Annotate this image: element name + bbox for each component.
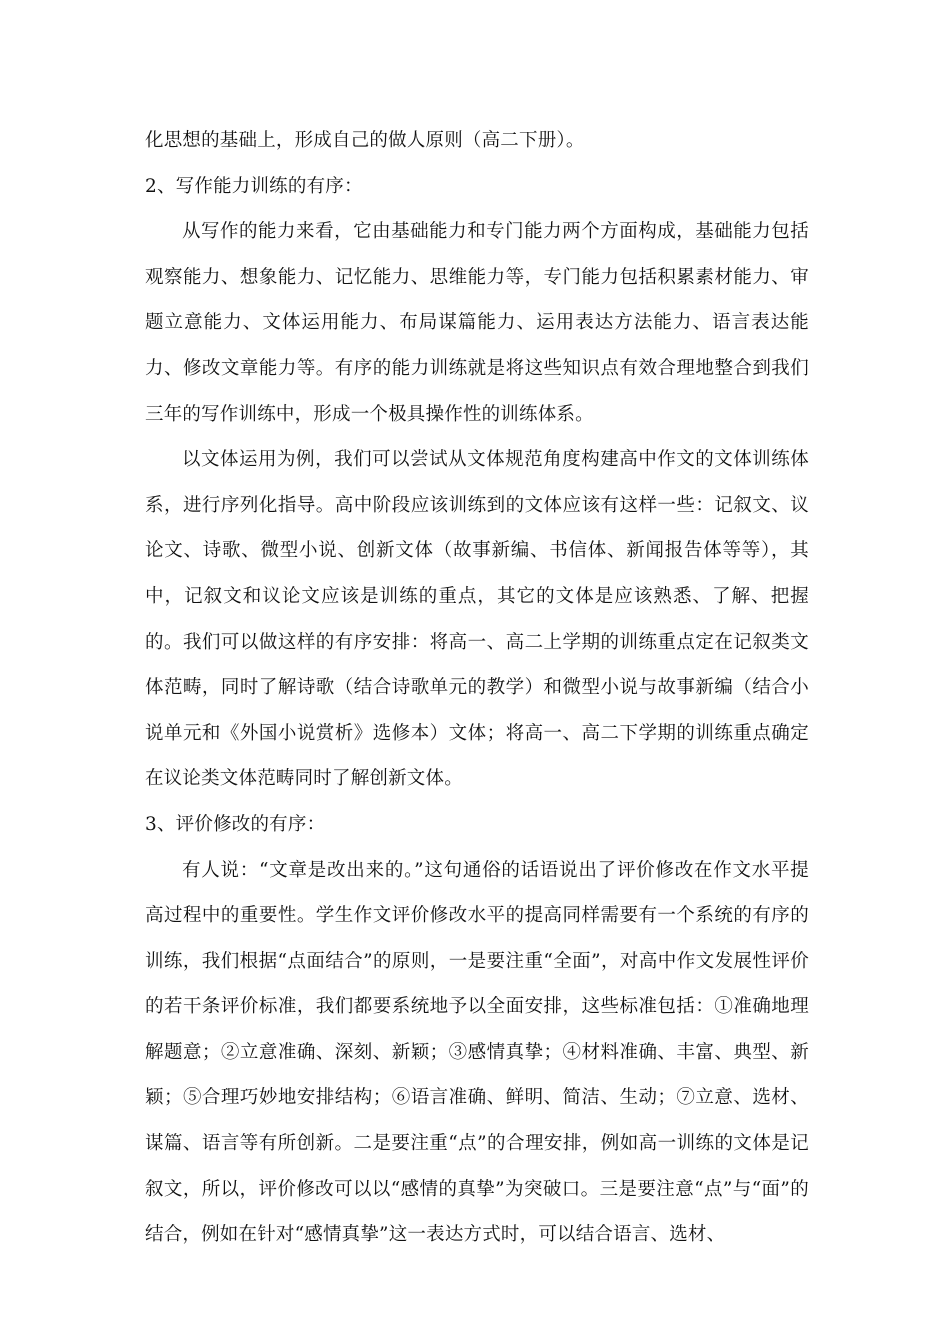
paragraph-writing-ability: 从写作的能力来看，它由基础能力和专门能力两个方面构成，基础能力包括观察能力、想象能力、记忆能力、思维能力等，专门能力包括积累素材能力、审题立意能力、文体运用能力、布局谋篇能力、运用表达方法能力、语言表达能力、修改文章能力等。有序的能力训练就是将这些知识点有效合理地整合到我们三年的写作训练中，形成一个极具操作性的训练体系。 <box>145 221 809 425</box>
section-heading-evaluation: 3、评价修改的有序： <box>145 813 326 835</box>
paragraph-evaluation: 有人说：“文章是改出来的。”这句通俗的话语说出了评价修改在作文水平提高过程中的重要性。学生作文评价修改水平的提高同样需要有一个系统的有序的训练，我们根据“点面结合”的原则，一是要注重“全面”，对高中作文发展性评价的若干条评价标准，我们都要系统地予以全面安排，这些标准包括：①准确地理解题意；②立意准确、深刻、新颖；③感情真挚；④材料准确、丰富、典型、新颖；⑤合理巧妙地安排结构；⑥语言准确、鲜明、简洁、生动；⑦立意、选材、谋篇、语言等有所创新。二是要注重“点”的合理安排，例如高一训练的文体是记叙文，所以，评价修改可以以“感情的真挚”为突破口。三是要注意“点”与“面”的结合，例如在针对“感情真挚”这一表达方式时，可以结合语言、选材、 <box>145 859 809 1246</box>
section-heading-writing-ability: 2、写作能力训练的有序： <box>145 175 363 197</box>
paragraph-genre-training: 以文体运用为例，我们可以尝试从文体规范角度构建高中作文的文体训练体系，进行序列化指导。高中阶段应该训练到的文体应该有这样一些：记叙文、议论文、诗歌、微型小说、创新文体（故事新编、书信体、新闻报告体等等），其中，记叙文和议论文应该是训练的重点，其它的文体是应该熟悉、了解、把握的。我们可以做这样的有序安排：将高一、高二上学期的训练重点定在记叙类文体范畴，同时了解诗歌（结合诗歌单元的教学）和微型小说与故事新编（结合小说单元和《外国小说赏析》选修本）文体；将高一、高二下学期的训练重点确定在议论类文体范畴同时了解创新文体。 <box>145 449 809 790</box>
paragraph-continuation: 化思想的基础上，形成自己的做人原则（高二下册）。 <box>145 130 585 151</box>
document-body <box>145 118 809 1258</box>
